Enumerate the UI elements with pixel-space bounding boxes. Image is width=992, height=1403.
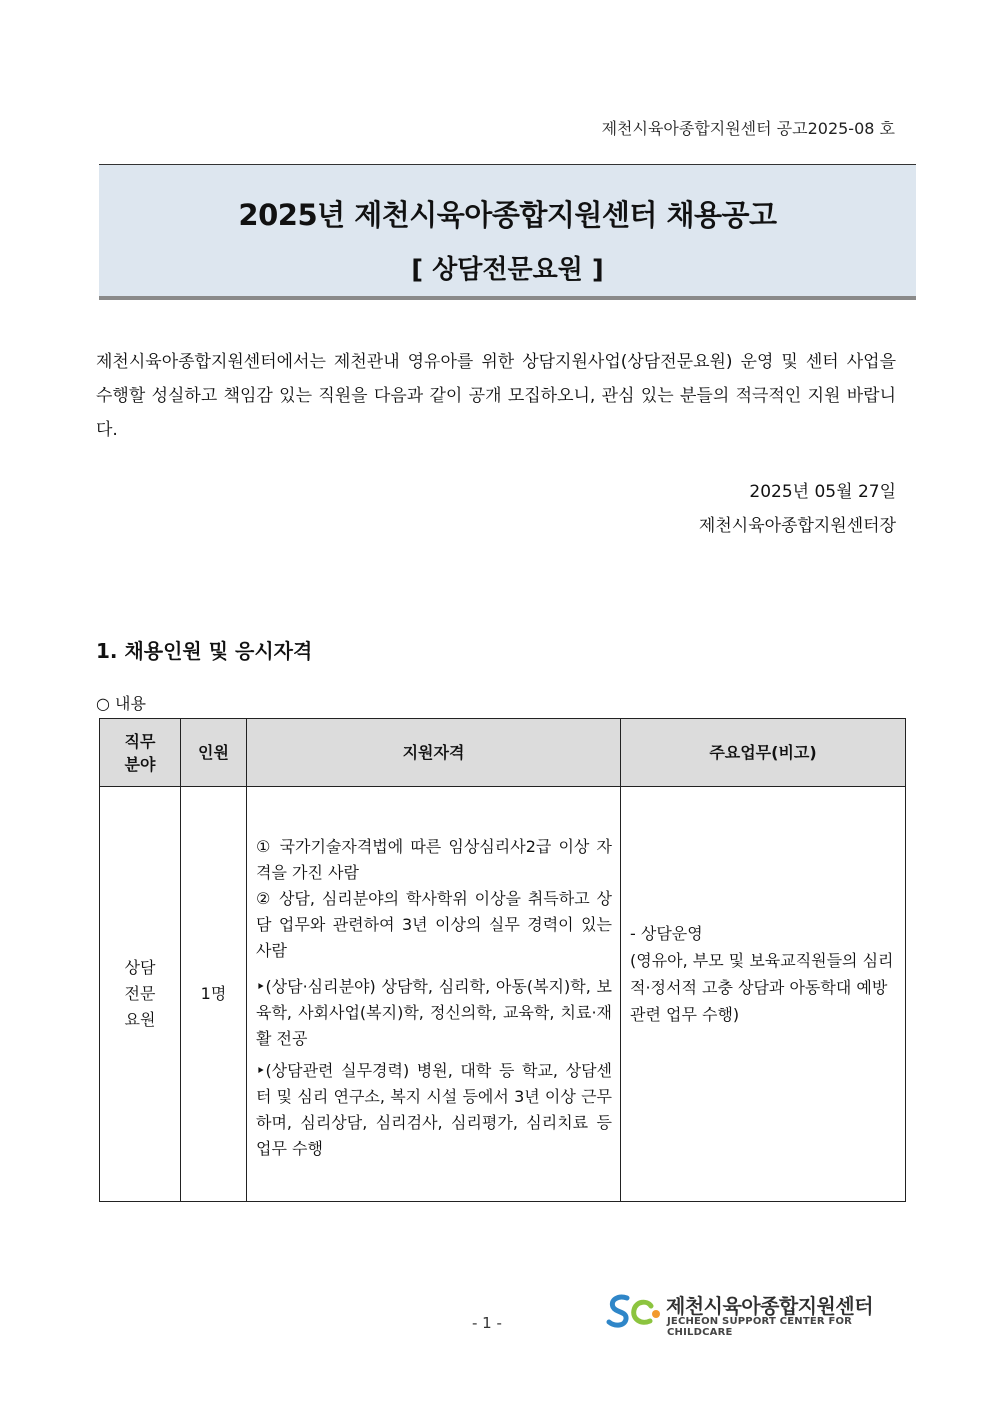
logo-mark-icon [606,1292,662,1330]
page-subtitle: [ 상담전문요원 ] [411,255,604,285]
qualification-item-2: ② 상담, 심리분야의 학사학위 이상을 취득하고 상담 업무와 관련하여 3년 이상의 실무 경력이 있는 사람 [256,889,612,960]
duty-item-1: - 상담운영 [630,924,703,943]
header-qualification: 지원자격 [247,719,621,787]
cell-headcount: 1명 [181,787,247,1202]
logo-name-korean: 제천시육아종합지원센터 [666,1294,874,1318]
table-row [100,787,906,1202]
header-field-line1: 직무 [124,731,156,751]
table-header-row [100,719,906,787]
section-heading: 1. 채용인원 및 응시자격 [96,639,313,663]
qualification-item-1: ① 국가기술자격법에 따른 임상심리사2급 이상 자격을 가진 사람 [256,837,612,882]
section-subheading: ○ 내용 [96,694,146,713]
qualification-note-majors: ‣(상담·심리분야) 상담학, 심리학, 아동(복지)학, 보육학, 사회사업(복지)학, 정신의학, 교육학, 치료·재활 전공 [256,977,612,1048]
page-number: - 1 - [472,1314,502,1332]
header-field-line2: 분야 [124,754,156,774]
notice-number: 제천시육아종합지원센터 공고2025-08 호 [601,119,895,138]
page-title: 2025년 제천시육아종합지원센터 채용공고 [238,198,777,232]
header-duties: 주요업무(비고) [621,719,906,787]
qualification-note-experience: ‣(상담관련 실무경력) 병원, 대학 등 학교, 상담센터 및 심리 연구소, 복지 시설 등에서 3년 이상 근무하며, 심리상담, 심리검사, 심리평가, 심리치료 등 업무 수행 [256,1061,612,1158]
cell-field [100,787,181,1202]
logo-name-english: JECHEON SUPPORT CENTER FOR CHILDCARE [667,1316,853,1338]
field-line3: 요원 [124,1010,156,1029]
issuer-signature: 제천시육아종합지원센터장 [698,516,896,536]
header-headcount: 인원 [181,719,247,787]
title-banner [99,164,916,300]
header-field [100,719,181,787]
duty-item-2: (영유아, 부모 및 보육교직원들의 심리적·정서적 고충 상담과 아동학대 예방 관련 업무 수행) [630,951,894,1024]
field-line2: 전문 [124,984,156,1003]
announcement-date: 2025년 05월 27일 [749,482,896,502]
center-logo [606,1290,896,1338]
cell-qualification [247,787,621,1202]
recruitment-table [99,718,906,1202]
cell-duties [621,787,906,1202]
field-line1: 상담 [124,958,156,977]
intro-paragraph: 제천시육아종합지원센터에서는 제천관내 영유아를 위한 상담지원사업(상담전문요원) 운영 및 센터 사업을 수행할 성실하고 책임감 있는 직원을 다음과 같이 공개 모집하오니, 관심 있는 분들의 적극적인 지원 바랍니다. [96,352,896,440]
